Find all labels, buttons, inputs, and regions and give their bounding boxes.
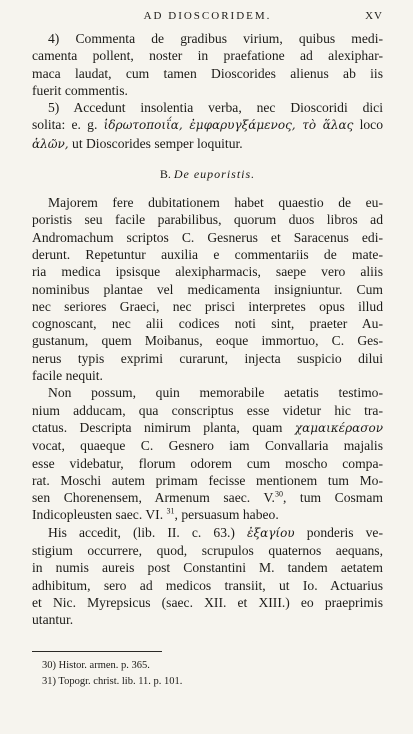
text-line: utantur.: [32, 612, 74, 628]
text-line: adhibitum, sero ad medicos transiit, ut Io. Actuarius: [32, 577, 383, 593]
text-fragment: His accedit, (lib. II. c. 63.): [48, 524, 235, 540]
text-line: nominibus plantae vel medicamenta insigniuntur. Cum: [32, 281, 383, 297]
text-line: Andromachum scriptos C. Gesnerus et Saracenus edi-: [32, 229, 383, 245]
text-line: [32, 135, 383, 153]
text-line: nerus typis exprimi curarunt, injecta suspicio dilui: [32, 350, 383, 366]
text-line: [32, 489, 383, 506]
text-fragment: ponderis ve-: [306, 524, 383, 540]
footnote-divider: [32, 651, 162, 652]
text-line: 4) Commenta de gradibus virium, quibus medi-: [48, 31, 383, 46]
text-fragment: , tum Cosmam: [282, 490, 383, 506]
text-line: nium adducam, qua conscriptus esse videtur hic tra-: [32, 402, 383, 418]
text-line: fuerit commentis.: [32, 82, 128, 98]
section-label: B.: [159, 167, 171, 182]
text-line: nec seriores Graeci, nec prisci interpretes opus illud: [32, 298, 383, 314]
text-line: maca laudat, cum tamen Dioscorides alienus ab iis: [32, 65, 383, 81]
text-line: ria medica ipsisque alexipharmacis, saepe vero aliis: [32, 264, 383, 280]
footnote-31: 31) Topogr. christ. lib. 11. p. 101.: [42, 675, 183, 687]
text-line: rat. Moschi autem primam fecisse mentionem tum Mo-: [32, 472, 383, 488]
paragraph-accedunt: [32, 99, 383, 153]
greek-word: ἐξαγίου: [247, 525, 295, 540]
text-line: vocat, quaeque C. Gesnero iam Convallaria majalis: [32, 438, 383, 454]
text-fragment: sen Chorenensem, Armenum saec. V.: [32, 490, 275, 506]
text-line: stigium occurrere, quod, scrupulos quaternos aequans,: [32, 543, 383, 559]
paragraph-majorem: [32, 194, 383, 384]
text-line: facile nequit.: [32, 368, 103, 384]
page-number: XV: [365, 10, 383, 22]
text-fragment: solita: e. g.: [32, 117, 98, 133]
running-header: [32, 10, 383, 30]
footnote-ref-30[interactable]: 30: [274, 489, 283, 499]
section-heading: [32, 167, 383, 182]
text-line: [32, 116, 383, 134]
text-fragment: Indicopleusten saec. VI.: [32, 507, 164, 523]
text-fragment: ut Dioscorides semper loquitur.: [72, 135, 243, 151]
text-line: [48, 524, 383, 542]
greek-words: ἱδρωτοποιΐα, ἐμφαρυγξάμενος, τὸ ἅλας: [103, 118, 354, 133]
greek-words: ἁλῶν,: [32, 136, 69, 151]
text-line: derunt. Repetuntur auxilia e commentariis de mate-: [32, 246, 383, 262]
text-fragment: loco: [359, 117, 383, 133]
text-line: 5) Accedunt insolentia verba, nec Dioscoridi dici: [48, 100, 383, 116]
text-fragment: ctatus. Descripta nimirum planta, quam: [32, 419, 283, 435]
text-line: Majorem fere dubitationem habet quaestio de eu-: [48, 195, 383, 211]
greek-word: χαμαικέρασον: [294, 420, 383, 435]
text-fragment: , persuasum habeo.: [174, 507, 279, 523]
text-line: camenta pollent, noster in praefatione ad alexiphar-: [32, 48, 383, 64]
section-title: De euporistis.: [173, 167, 256, 182]
text-line: in numis aureis post Constantini M. tandem aetatem: [32, 560, 383, 576]
text-line: [32, 419, 383, 437]
running-title: AD DIOSCORIDEM.: [143, 10, 272, 22]
paragraph-commenta: [32, 30, 383, 99]
text-line: esse videbatur, florum odorem cum moscho compa-: [32, 455, 383, 471]
text-line: Non possum, quin memorabile aetatis testimo-: [48, 385, 383, 401]
text-line: cognoscant, nec alii codices noti sint, praeter Au-: [32, 316, 383, 332]
footnote-30: 30) Histor. armen. p. 365.: [42, 659, 150, 671]
text-line: [32, 506, 383, 523]
text-line: et Nic. Myrepsicus (saec. XII. et XIII.) eo praeprimis: [32, 594, 383, 610]
text-line: gustanum, quem Moibanus, eoque immortuo, C. Ges-: [32, 333, 383, 349]
footnote-ref-31[interactable]: 31: [166, 506, 175, 516]
paragraph-his-accedit: [32, 524, 383, 629]
footnotes: [32, 658, 383, 690]
paragraph-non-possum: [32, 384, 383, 523]
text-line: poristis seu facile parabilibus, quorum duos libros ad: [32, 212, 383, 228]
